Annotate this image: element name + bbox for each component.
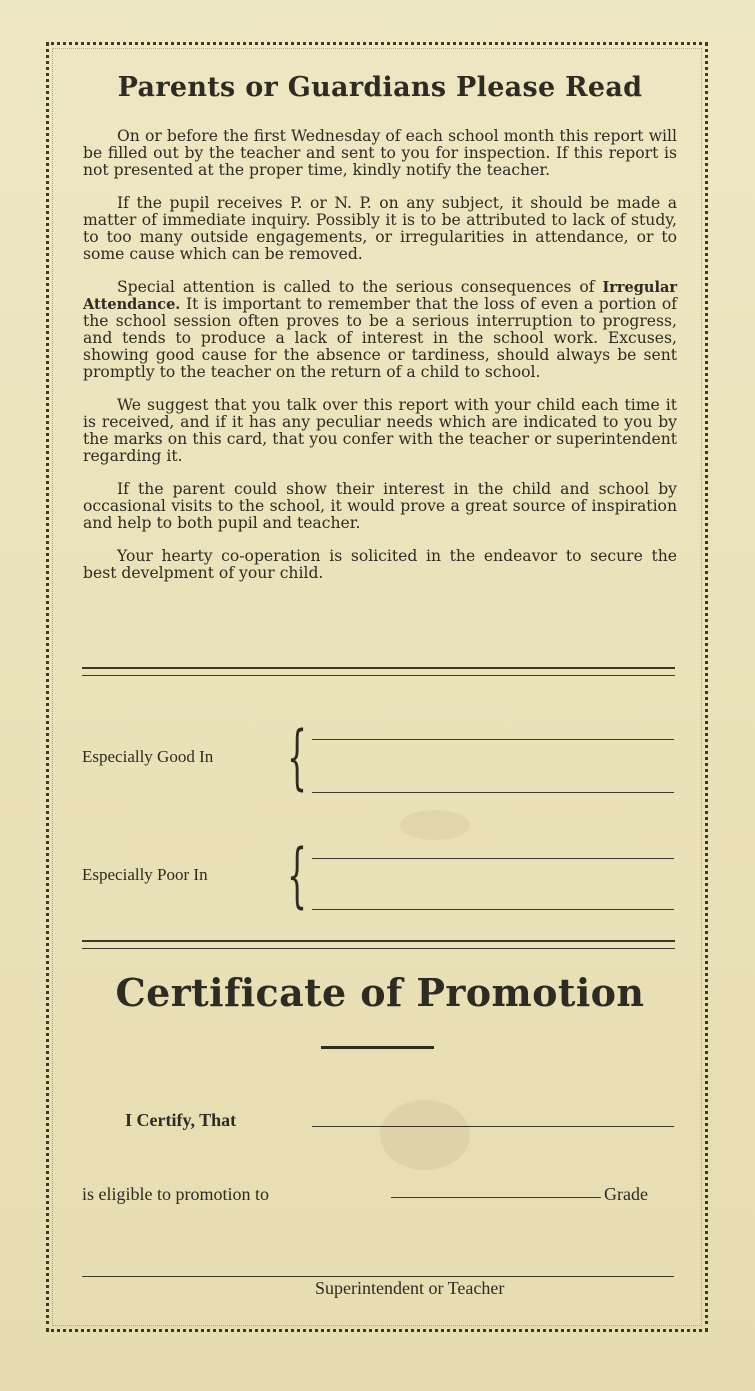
irregular-attendance-emphasis: Irregular Attendance. bbox=[83, 279, 677, 313]
brace-good: { bbox=[287, 716, 308, 798]
section-divider bbox=[82, 667, 675, 669]
especially-good-label: Especially Good In bbox=[82, 747, 214, 766]
notice-paragraph: If the pupil receives P. or N. P. on any subject, it should be made a matter of immediate inquiry. Possibly it is to be attributed to lack of study, to too many outside engagements, or irregularities in attendance, or to some cause which can be removed. bbox=[83, 194, 677, 263]
especially-poor-line-2[interactable] bbox=[312, 909, 674, 910]
notice-paragraph: We suggest that you talk over this report with your child each time it is received, and if it has any peculiar needs which are indicated to you by the marks on this card, that you confer with the teacher or superintendent regarding it. bbox=[83, 396, 677, 465]
grade-line[interactable] bbox=[391, 1197, 601, 1198]
certificate-title-underline bbox=[321, 1046, 434, 1049]
especially-poor-line-1[interactable] bbox=[312, 858, 674, 859]
pupil-name-line[interactable] bbox=[312, 1126, 674, 1127]
notice-paragraph bbox=[83, 279, 677, 381]
notice-paragraph: If the parent could show their interest in the child and school by occasional visits to the school, it would prove a great source of inspiration and help to both pupil and teacher. bbox=[83, 480, 677, 532]
notice-title: Parents or Guardians Please Read bbox=[117, 72, 643, 103]
eligible-label: is eligible to promotion to bbox=[82, 1184, 269, 1204]
signature-line[interactable] bbox=[82, 1276, 674, 1277]
especially-poor-label: Especially Poor In bbox=[82, 865, 208, 884]
grade-label: Grade bbox=[604, 1184, 648, 1204]
section-divider bbox=[82, 675, 675, 676]
especially-good-line-1[interactable] bbox=[312, 739, 674, 740]
signature-label: Superintendent or Teacher bbox=[315, 1278, 505, 1298]
brace-poor: { bbox=[287, 834, 308, 916]
section-divider bbox=[82, 940, 675, 942]
notice-paragraph-lead: Special attention is called to the serious consequences of bbox=[117, 278, 603, 296]
especially-good-line-2[interactable] bbox=[312, 792, 674, 793]
certificate-title: Certificate of Promotion bbox=[115, 970, 645, 1015]
notice-body bbox=[83, 128, 677, 598]
notice-paragraph: On or before the first Wednesday of each school month this report will be filled out by the teacher and sent to you for inspection. If this report is not presented at the proper time, kindly notify the teacher. bbox=[83, 127, 677, 179]
notice-paragraph: Your hearty co-operation is solicited in the endeavor to secure the best develpment of your child. bbox=[83, 547, 677, 582]
section-divider bbox=[82, 948, 675, 949]
certify-label: I Certify, That bbox=[125, 1110, 237, 1130]
notice-paragraph-rest: It is important to remember that the loss of even a portion of the school session often proves to be a serious interruption to progress, and tends to produce a lack of interest in the school work. Excuses, showing good cause for the absence or tardiness, should always be sent promptly to the teacher on the return of a child to school. bbox=[83, 295, 677, 381]
